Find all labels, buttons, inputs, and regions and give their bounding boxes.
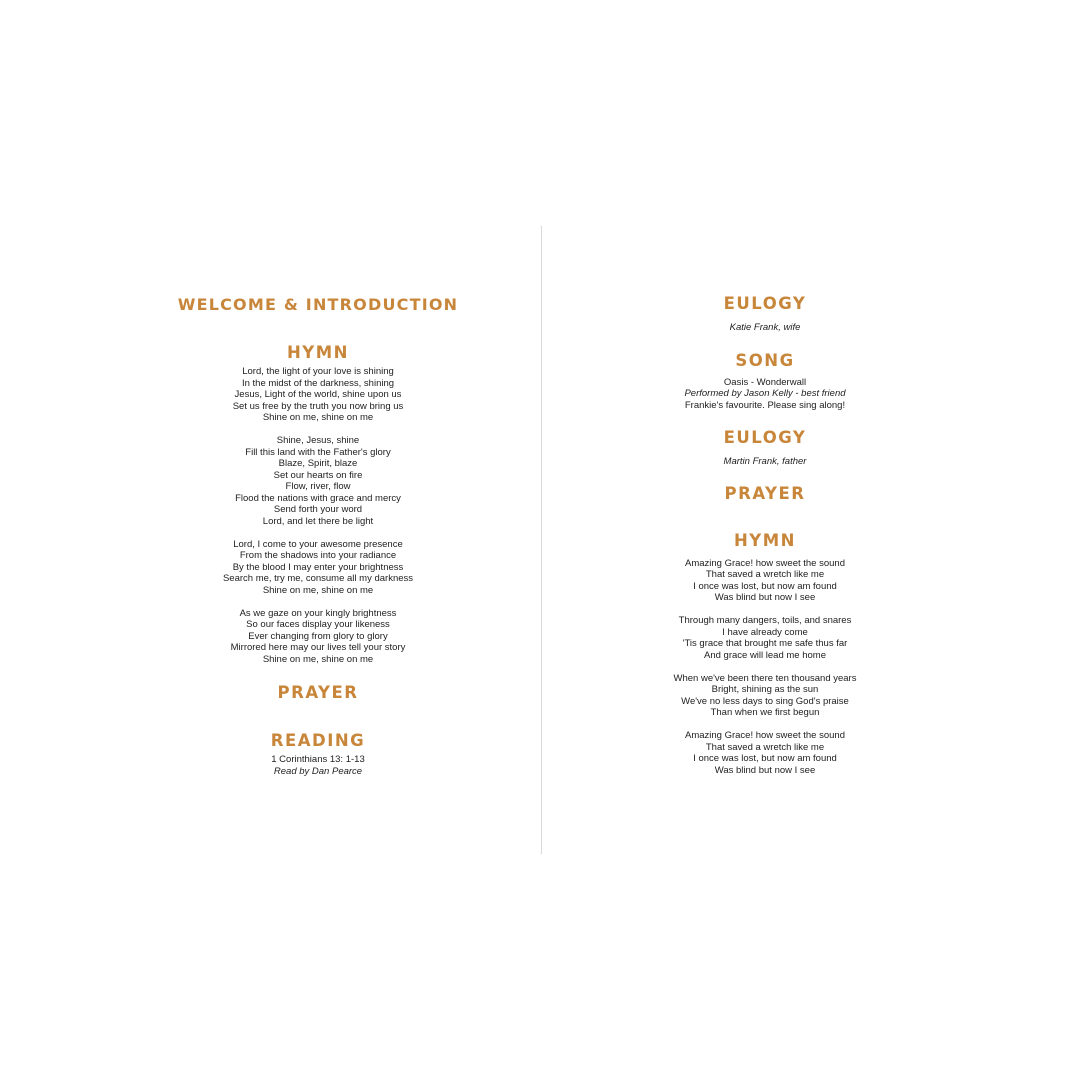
lyric-line: Shine on me, shine on me	[262, 412, 374, 423]
lyric-line: Shine on me, shine on me	[262, 584, 374, 596]
lyric-line: Fill this land with the Father's glory	[245, 446, 391, 458]
hymn-stanza-2	[606, 615, 924, 661]
eulogy-speaker: Katie Frank, wife	[729, 322, 801, 333]
hymn-stanza-2	[160, 435, 476, 527]
left-page	[160, 293, 476, 777]
hymn-stanza-4	[606, 730, 924, 776]
lyric-line: Through many dangers, toils, and snares	[678, 615, 852, 626]
lyric-line: In the midst of the darkness, shining	[241, 377, 395, 389]
hymn-stanza-3	[160, 539, 476, 597]
lyric-line: Mirrored here may our lives tell your story	[230, 642, 406, 653]
prayer-heading: PRAYER	[277, 683, 359, 702]
lyric-line: I once was lost, but now am found	[693, 580, 837, 592]
lyric-line: Search me, try me, consume all my darkness	[222, 573, 414, 584]
lyric-line: By the blood I may enter your brightness	[232, 561, 404, 573]
hymn-heading: HYMN	[287, 343, 349, 362]
hymn-heading: HYMN	[734, 530, 796, 550]
prayer-heading: PRAYER	[724, 483, 806, 503]
lyric-line: So our faces display your likeness	[246, 619, 390, 630]
hymn-lyrics	[606, 558, 924, 777]
lyric-line: Bright, shining as the sun	[711, 684, 819, 695]
lyric-line: Amazing Grace! how sweet the sound	[684, 730, 845, 741]
reading-reader: Read by Dan Pearce	[273, 765, 363, 777]
lyric-line: Flood the nations with grace and mercy	[235, 492, 401, 504]
lyric-line: Was blind but now I see	[714, 592, 816, 603]
reading-reference: 1 Corinthians 13: 1-13	[271, 754, 365, 765]
welcome-heading: WELCOME & INTRODUCTION	[177, 295, 459, 314]
reading-heading: READING	[270, 731, 366, 750]
lyric-line: That saved a wretch like me	[705, 741, 825, 753]
lyric-line: Jesus, Light of the world, shine upon us	[234, 389, 402, 400]
hymn-stanza-1	[160, 366, 476, 424]
lyric-line: Ever changing from glory to glory	[248, 630, 388, 642]
lyric-line: Flow, river, flow	[285, 481, 351, 492]
lyric-line: As we gaze on your kingly brightness	[239, 607, 397, 619]
lyric-line: Lord, I come to your awesome presence	[233, 538, 403, 550]
lyric-line: Send forth your word	[273, 504, 363, 515]
lyric-line: Shine, Jesus, shine	[276, 435, 360, 446]
song-title: Oasis - Wonderwall	[723, 376, 807, 388]
lyric-line: We've no less days to sing God's praise	[681, 695, 849, 707]
right-page	[606, 292, 924, 776]
lyric-line: Blaze, Spirit, blaze	[278, 458, 358, 469]
lyric-line: Was blind but now I see	[714, 764, 816, 776]
eulogy-heading: EULOGY	[723, 294, 807, 313]
lyric-line: I once was lost, but now am found	[693, 753, 837, 764]
lyric-line: Lord, the light of your love is shining	[242, 366, 394, 377]
song-performer: Performed by Jason Kelly - best friend	[684, 388, 846, 399]
song-heading: SONG	[735, 350, 795, 370]
song-note: Frankie's favourite. Please sing along!	[684, 399, 846, 411]
hymn-lyrics	[160, 366, 476, 665]
lyric-line: Shine on me, shine on me	[262, 653, 374, 665]
lyric-line: And grace will lead me home	[704, 649, 826, 661]
hymn-stanza-4	[160, 608, 476, 666]
lyric-line: I have already come	[722, 626, 808, 638]
lyric-line: Set our hearts on fire	[273, 469, 363, 481]
lyric-line: 'Tis grace that brought me safe thus far	[682, 638, 848, 649]
page-divider	[541, 226, 542, 854]
hymn-stanza-3	[606, 673, 924, 719]
lyric-line: Than when we first begun	[710, 707, 820, 718]
eulogy-heading: EULOGY	[723, 428, 807, 447]
eulogy-speaker: Martin Frank, father	[723, 456, 807, 467]
lyric-line: When we've been there ten thousand years	[673, 672, 857, 684]
lyric-line: Set us free by the truth you now bring us	[232, 400, 404, 412]
hymn-stanza-1	[606, 558, 924, 604]
lyric-line: That saved a wretch like me	[705, 569, 825, 580]
lyric-line: Lord, and let there be light	[262, 515, 374, 527]
lyric-line: From the shadows into your radiance	[239, 550, 397, 561]
lyric-line: Amazing Grace! how sweet the sound	[684, 557, 845, 569]
